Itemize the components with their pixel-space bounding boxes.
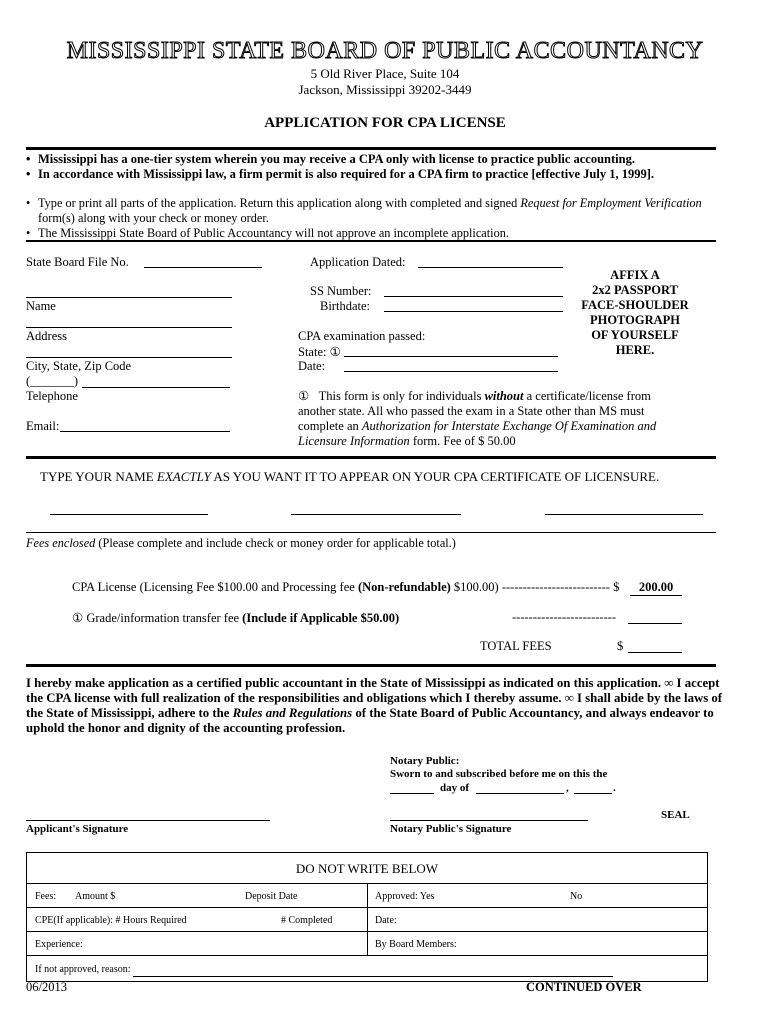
- no-label: No: [570, 891, 583, 902]
- notary-year-field[interactable]: [574, 793, 612, 794]
- city-label: City, State, Zip Code: [26, 359, 132, 373]
- continued-over: CONTINUED OVER: [526, 980, 642, 994]
- fees-intro-text: (Please complete and include check or money order for applicable total.): [95, 536, 456, 550]
- app-dated-field[interactable]: [418, 267, 563, 268]
- not-approved-label: If not approved, reason:: [35, 964, 131, 975]
- photo-instructions: [560, 268, 710, 358]
- middle-name-field[interactable]: [291, 514, 461, 515]
- notary-day-field[interactable]: [390, 793, 434, 794]
- address-label: Address: [26, 329, 67, 343]
- applicant-signature-field[interactable]: [26, 820, 270, 821]
- photo-line: 2x2 PASSPORT: [592, 283, 678, 297]
- applicant-signature-label: Applicant's Signature: [26, 823, 129, 835]
- bullet-incomplete: [26, 226, 746, 241]
- total-dollar-sign: $: [617, 639, 624, 653]
- bullet-type-print: [26, 196, 746, 211]
- note-text: a certificate/license from another state. All who passed the exam in a State other than MS must complete an: [298, 389, 651, 433]
- non-refundable-label: (Non-refundable): [357, 580, 451, 594]
- interstate-form-name: Authorization for Interstate Exchange Of Examination and Licensure Information: [298, 419, 657, 448]
- declaration-part: of the State Board of Public Accountancy, and always endeavor to uphold the honor and dignity of the accounting profession.: [26, 706, 714, 735]
- photo-line: HERE.: [615, 343, 655, 357]
- fees-enclosed-label: Fees enclosed: [26, 536, 96, 550]
- approved-label: Approved: Yes: [375, 891, 435, 902]
- office-box-heading: DO NOT WRITE BELOW: [295, 861, 439, 876]
- instr-text: AS YOU WANT IT TO APPEAR ON YOUR CPA CERTIFICATE OF LICENSURE.: [210, 469, 660, 484]
- experience-label: Experience:: [35, 939, 83, 950]
- out-of-state-note: [298, 389, 658, 449]
- photo-line: OF YOURSELF: [591, 328, 679, 342]
- grade-transfer-fee-line: [72, 610, 399, 626]
- bullet-icon: •: [26, 226, 31, 240]
- date-label: Date:: [298, 359, 326, 373]
- name-instruction: [40, 469, 659, 485]
- cpa-exam-label: CPA examination passed:: [298, 329, 426, 343]
- bullet-text: Type or print all parts of the application. Return this application along with completed and signed: [38, 196, 521, 210]
- grade-fee-field[interactable]: [628, 623, 682, 624]
- declaration-text: [26, 676, 726, 736]
- fee-text: CPA License (Licensing Fee $100.00 and Processing fee: [72, 580, 358, 594]
- name-label: Name: [26, 299, 56, 313]
- last-name-field[interactable]: [545, 514, 703, 515]
- completed-label: # Completed: [281, 915, 333, 926]
- bullet-type-print-cont: form(s) along with your check or money order.: [38, 211, 269, 225]
- total-fees-label: TOTAL FEES: [480, 639, 552, 653]
- form-date: 06/2013: [26, 980, 67, 994]
- grade-fee-dashes: -------------------------: [512, 610, 617, 624]
- fees-label: Fees:: [35, 891, 57, 902]
- cpa-license-fee-line: [72, 580, 619, 595]
- day-of-label: day of: [440, 782, 470, 794]
- board-members-label: By Board Members:: [375, 939, 457, 950]
- notary-label: Notary Public:: [390, 755, 460, 767]
- bullet-icon: •: [26, 196, 31, 210]
- bullet-icon: •: [26, 167, 31, 181]
- file-no-label: State Board File No.: [26, 255, 129, 269]
- notary-comma: ,: [566, 782, 569, 794]
- top-rule: [26, 147, 716, 150]
- box-divider: [367, 883, 368, 955]
- seal-label: SEAL: [661, 809, 690, 821]
- phone-area-code: (_______): [26, 374, 79, 388]
- birthdate-field[interactable]: [384, 311, 563, 312]
- ss-number-label: SS Number:: [310, 284, 372, 298]
- notary-signature-field[interactable]: [390, 820, 588, 821]
- bullet-text: Mississippi has a one-tier system wherein you may receive a CPA only with license to practice public accounting.: [38, 152, 635, 166]
- name-field[interactable]: [26, 297, 232, 298]
- office-use-box: [26, 852, 708, 982]
- reason-field[interactable]: [133, 976, 613, 977]
- notary-signature-label: Notary Public's Signature: [390, 823, 512, 835]
- office-date-label: Date:: [375, 915, 397, 926]
- board-title: MISSISSIPPI STATE BOARD OF PUBLIC ACCOUNTANCY: [66, 38, 704, 64]
- state-label: State: ①: [298, 345, 341, 359]
- sworn-text: Sworn to and subscribed before me on this the: [390, 768, 608, 780]
- bullet-icon: •: [26, 152, 31, 166]
- note-emphasis: without: [484, 389, 524, 403]
- photo-line: AFFIX A: [610, 268, 660, 282]
- board-address-line2: Jackson, Mississippi 39202-3449: [298, 82, 472, 97]
- bullet-text: In accordance with Mississippi law, a firm permit is also required for a CPA firm to practice [effective July 1, 1999].: [38, 167, 654, 181]
- fee-text: $100.00) -------------------------- $: [450, 580, 620, 594]
- telephone-label: Telephone: [26, 389, 78, 403]
- notary-period: .: [613, 782, 616, 794]
- rules-regulations: Rules and Regulations: [232, 706, 353, 720]
- form-title: APPLICATION FOR CPA LICENSE: [264, 115, 506, 131]
- city-state-zip-field[interactable]: [26, 357, 232, 358]
- total-fees-field[interactable]: [628, 652, 682, 653]
- cpe-label: CPE(If applicable): # Hours Required: [35, 915, 187, 926]
- fees-rule: [26, 532, 716, 533]
- file-no-field[interactable]: [144, 267, 262, 268]
- app-dated-label: Application Dated:: [310, 255, 406, 269]
- deposit-date-label: Deposit Date: [245, 891, 298, 902]
- name-section-rule: [26, 456, 716, 459]
- board-address-line1: 5 Old River Place, Suite 104: [310, 66, 460, 81]
- email-label: Email:: [26, 419, 60, 433]
- note-text: form. Fee of $ 50.00: [409, 434, 516, 448]
- address-field[interactable]: [26, 327, 232, 328]
- photo-line: PHOTOGRAPH: [589, 313, 681, 327]
- grade-fee-amount-label: (Include if Applicable $50.00): [242, 611, 400, 625]
- email-field[interactable]: [60, 431, 230, 432]
- instr-text: TYPE YOUR NAME: [40, 469, 157, 484]
- fees-intro: [26, 536, 456, 551]
- declaration-part: I hereby make application as a certified public accountant in the State of Mississippi as indicated on this application. ∞ I accept the CPA license with full realization of the responsibilities and obligations which I thereby assume. ∞ I shall abide by the laws of the State of Mississippi, adhere to the: [26, 676, 723, 720]
- employment-verification-form: Request for Employment Verification: [520, 196, 702, 210]
- amount-label: Amount $: [75, 891, 116, 902]
- bullet-text: The Mississippi State Board of Public Accountancy will not approve an incomplete application.: [38, 226, 509, 240]
- instr-emphasis: EXACTLY: [156, 469, 211, 484]
- photo-line: FACE-SHOULDER: [581, 298, 689, 312]
- ss-number-field[interactable]: [384, 296, 563, 297]
- note-text: This form is only for individuals: [318, 389, 485, 403]
- birthdate-label: Birthdate:: [320, 299, 370, 313]
- first-name-field[interactable]: [50, 514, 208, 515]
- state-field[interactable]: [344, 356, 558, 357]
- section-rule: [26, 240, 716, 242]
- cpa-license-amount: 200.00: [630, 580, 682, 596]
- circled-one-icon: ①: [298, 389, 310, 403]
- bullet-firm-permit: [26, 167, 746, 182]
- telephone-field[interactable]: [82, 387, 230, 388]
- declaration-rule: [26, 664, 716, 667]
- fee-text: ① Grade/information transfer fee: [72, 611, 243, 625]
- reason-row: [27, 955, 707, 981]
- notary-month-field[interactable]: [476, 793, 564, 794]
- date-field[interactable]: [344, 371, 558, 372]
- bullet-one-tier: [26, 152, 746, 167]
